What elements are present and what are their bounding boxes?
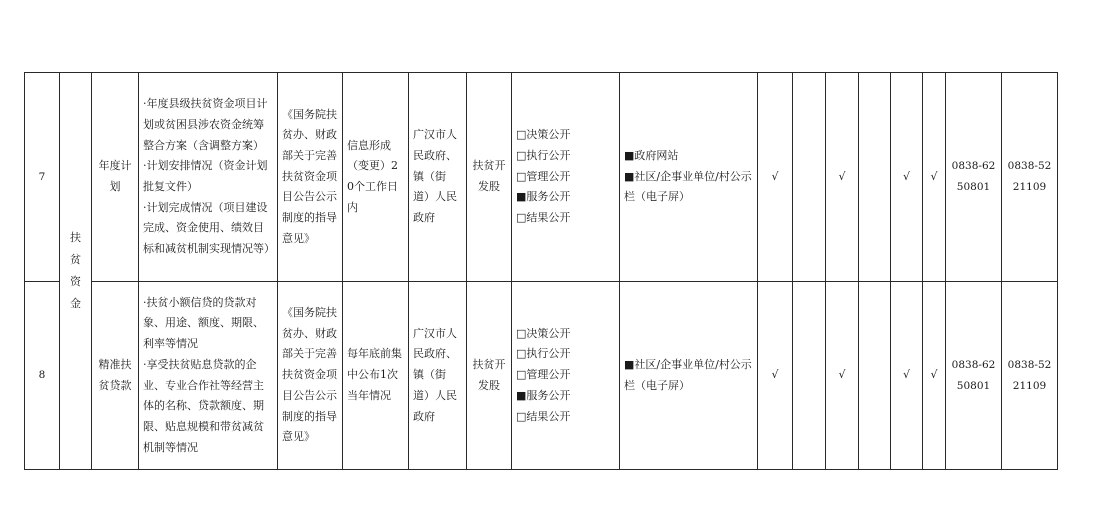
table-row — [25, 282, 1058, 470]
subject-cell: 广汉市人民政府、镇（街道）人民政府 — [409, 282, 467, 470]
basis-cell: 《国务院扶贫办、财政部关于完善扶贫资金项目公告公示制度的指导意见》 — [278, 282, 343, 470]
category-label: 扶贫资金 — [70, 231, 81, 310]
content-line: ·扶贫小额信贷的贷款对象、用途、额度、期限、利率等情况 — [143, 295, 264, 351]
category-cell — [60, 73, 92, 470]
check-cell: √ — [891, 282, 923, 470]
table-row — [25, 73, 1058, 282]
content-cell — [139, 282, 278, 470]
check-cell: √ — [891, 73, 923, 282]
phone-part: 0838-62 — [951, 160, 996, 173]
time-limit-cell: 每年底前集中公布1次当年情况 — [343, 282, 409, 470]
channels-cell — [620, 73, 758, 282]
stage-option: ■服务公开 — [516, 190, 571, 204]
phone-part: 0838-52 — [1007, 160, 1052, 173]
check-cell: √ — [758, 73, 793, 282]
stage-option: □决策公开 — [516, 128, 571, 142]
phone-cell — [1002, 282, 1058, 470]
phone-part: 21109 — [1012, 379, 1047, 392]
phone-part: 0838-52 — [1007, 358, 1052, 371]
content-cell — [139, 73, 278, 282]
content-line: ·计划完成情况（项目建设完成、资金使用、绩效目标和减贫机制实现情况等） — [143, 200, 275, 256]
subject-cell: 广汉市人民政府、镇（街道）人民政府 — [409, 73, 467, 282]
stage-option: □管理公开 — [516, 368, 571, 382]
phone-part: 50801 — [956, 379, 991, 392]
check-cell — [859, 73, 891, 282]
stage-option: □结果公开 — [516, 409, 571, 423]
row-index: 8 — [25, 282, 60, 470]
disclosure-table — [24, 72, 1058, 470]
stage-option: □决策公开 — [516, 326, 571, 340]
content-line: ·年度县级扶贫资金项目计划或贫困县涉农资金统筹整合方案（含调整方案） — [143, 97, 268, 152]
phone-cell — [1002, 73, 1058, 282]
check-cell: √ — [923, 282, 946, 470]
stage-option: □执行公开 — [516, 148, 571, 162]
phone-cell — [946, 282, 1002, 470]
stage-option: ■服务公开 — [516, 388, 571, 402]
item-name: 年度计划 — [92, 73, 139, 282]
basis-cell: 《国务院扶贫办、财政部关于完善扶贫资金项目公告公示制度的指导意见》 — [278, 73, 343, 282]
disclosure-stage-cell — [512, 282, 620, 470]
contact-dept-cell: 扶贫开发股 — [467, 282, 512, 470]
check-cell — [793, 73, 826, 282]
check-cell — [859, 282, 891, 470]
stage-option: □执行公开 — [516, 347, 571, 361]
channel-item: ■社区/企事业单位/村公示栏（电子屏） — [624, 169, 752, 204]
content-line: ·计划安排情况（资金计划批复文件） — [143, 159, 268, 193]
phone-part: 0838-62 — [951, 358, 996, 371]
phone-part: 50801 — [956, 181, 991, 193]
time-limit-cell: 信息形成（变更）20个工作日内 — [343, 73, 409, 282]
check-cell: √ — [826, 282, 859, 470]
stage-option: □管理公开 — [516, 169, 571, 183]
contact-dept-cell: 扶贫开发股 — [467, 73, 512, 282]
phone-cell — [946, 73, 1002, 282]
check-cell: √ — [826, 73, 859, 282]
channels-cell — [620, 282, 758, 470]
channel-item: ■政府网站 — [624, 148, 679, 162]
stage-option: □结果公开 — [516, 211, 571, 225]
row-index: 7 — [25, 73, 60, 282]
channel-item: ■社区/企事业单位/村公示栏（电子屏） — [624, 357, 752, 392]
disclosure-stage-cell — [512, 73, 620, 282]
check-cell — [793, 282, 826, 470]
content-line: ·享受扶贫贴息贷款的企业、专业合作社等经营主体的名称、贷款额度、期限、贴息规模和带贫减贫机制等情况 — [143, 357, 264, 454]
phone-part: 21109 — [1012, 181, 1047, 193]
check-cell: √ — [923, 73, 946, 282]
item-name: 精准扶贫贷款 — [92, 282, 139, 470]
check-cell: √ — [758, 282, 793, 470]
